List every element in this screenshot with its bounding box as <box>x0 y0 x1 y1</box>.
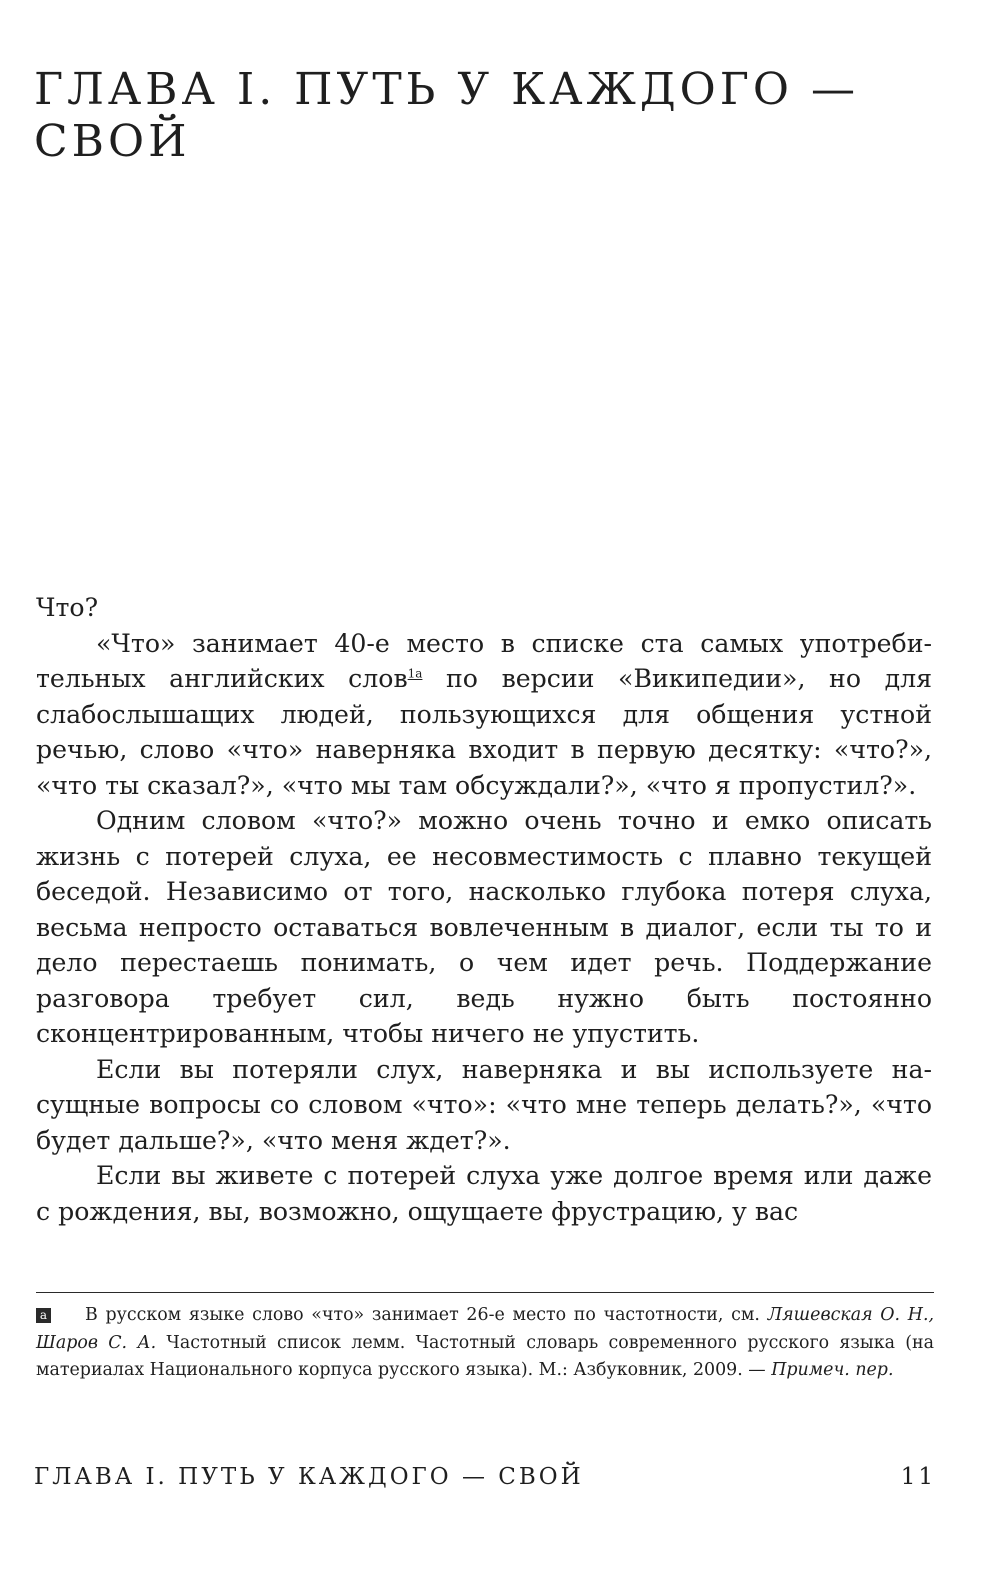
footnote-divider <box>36 1292 934 1293</box>
footnote-text-start: В русском языке слово «что» занимает 26-е место по частотности, см. <box>85 1305 768 1325</box>
body-text <box>36 590 932 1229</box>
footnote-text-middle: Частотный список лемм. Частотный словарь современного русского языка (на материалах Национального корпуса русского языка). М.: Азбуковник, 2009. — <box>36 1332 934 1380</box>
paragraph-3: Одним словом «что?» можно очень точно и емко описать жизнь с потерей слуха, ее несовместимость с плавно текущей беседой. Независимо от того, насколько глубока потеря слуха, весьма непросто оставаться вовлеченным в диалог, если ты то и дело перестаешь понимать, о чем идет речь. Поддержание разговора требует сил, ведь нужно быть постоянно сконцентрированным, чтобы ничего не упустить. <box>36 806 932 1048</box>
paragraph-4: Если вы потеряли слух, наверняка и вы используете насущные вопросы со словом «что»: «что мне теперь делать?», «что будет дальше?», «что меня ждет?». <box>36 1054 932 1155</box>
running-footer-title: ГЛАВА I. ПУТЬ У КАЖДОГО — СВОЙ <box>34 1464 584 1490</box>
footnote-marker: a <box>36 1308 51 1323</box>
chapter-title: ГЛАВА I. ПУТЬ У КАЖДОГО — СВОЙ <box>34 64 859 167</box>
footnote-reference[interactable]: 1a <box>407 666 423 681</box>
paragraph-5: Если вы живете с потерей слуха уже долгое время или даже с рождения, вы, возможно, ощущаете фрустрацию, у вас <box>36 1161 932 1226</box>
page-number: 11 <box>900 1464 936 1490</box>
footnote <box>36 1302 934 1385</box>
paragraph-1: Что? <box>36 593 99 622</box>
paragraph-2-text-end: по версии «Википедии», но для слабослышащих людей, пользующихся для общения устной речью, слово «что» наверняка входит в первую десятку: «что?», «что ты сказал?», «что мы там обсуждали?», «что я пропустил?». <box>36 664 932 800</box>
footnote-authors: Ляшевская О. Н., Шаров С. А. <box>36 1305 935 1353</box>
paragraph-2 <box>36 626 932 804</box>
footnote-translator-note: Примеч. пер. <box>771 1360 894 1380</box>
paragraph-2-text-start: «Что» занимает 40-е место в списке ста самых употребительных английских слов <box>36 628 932 693</box>
